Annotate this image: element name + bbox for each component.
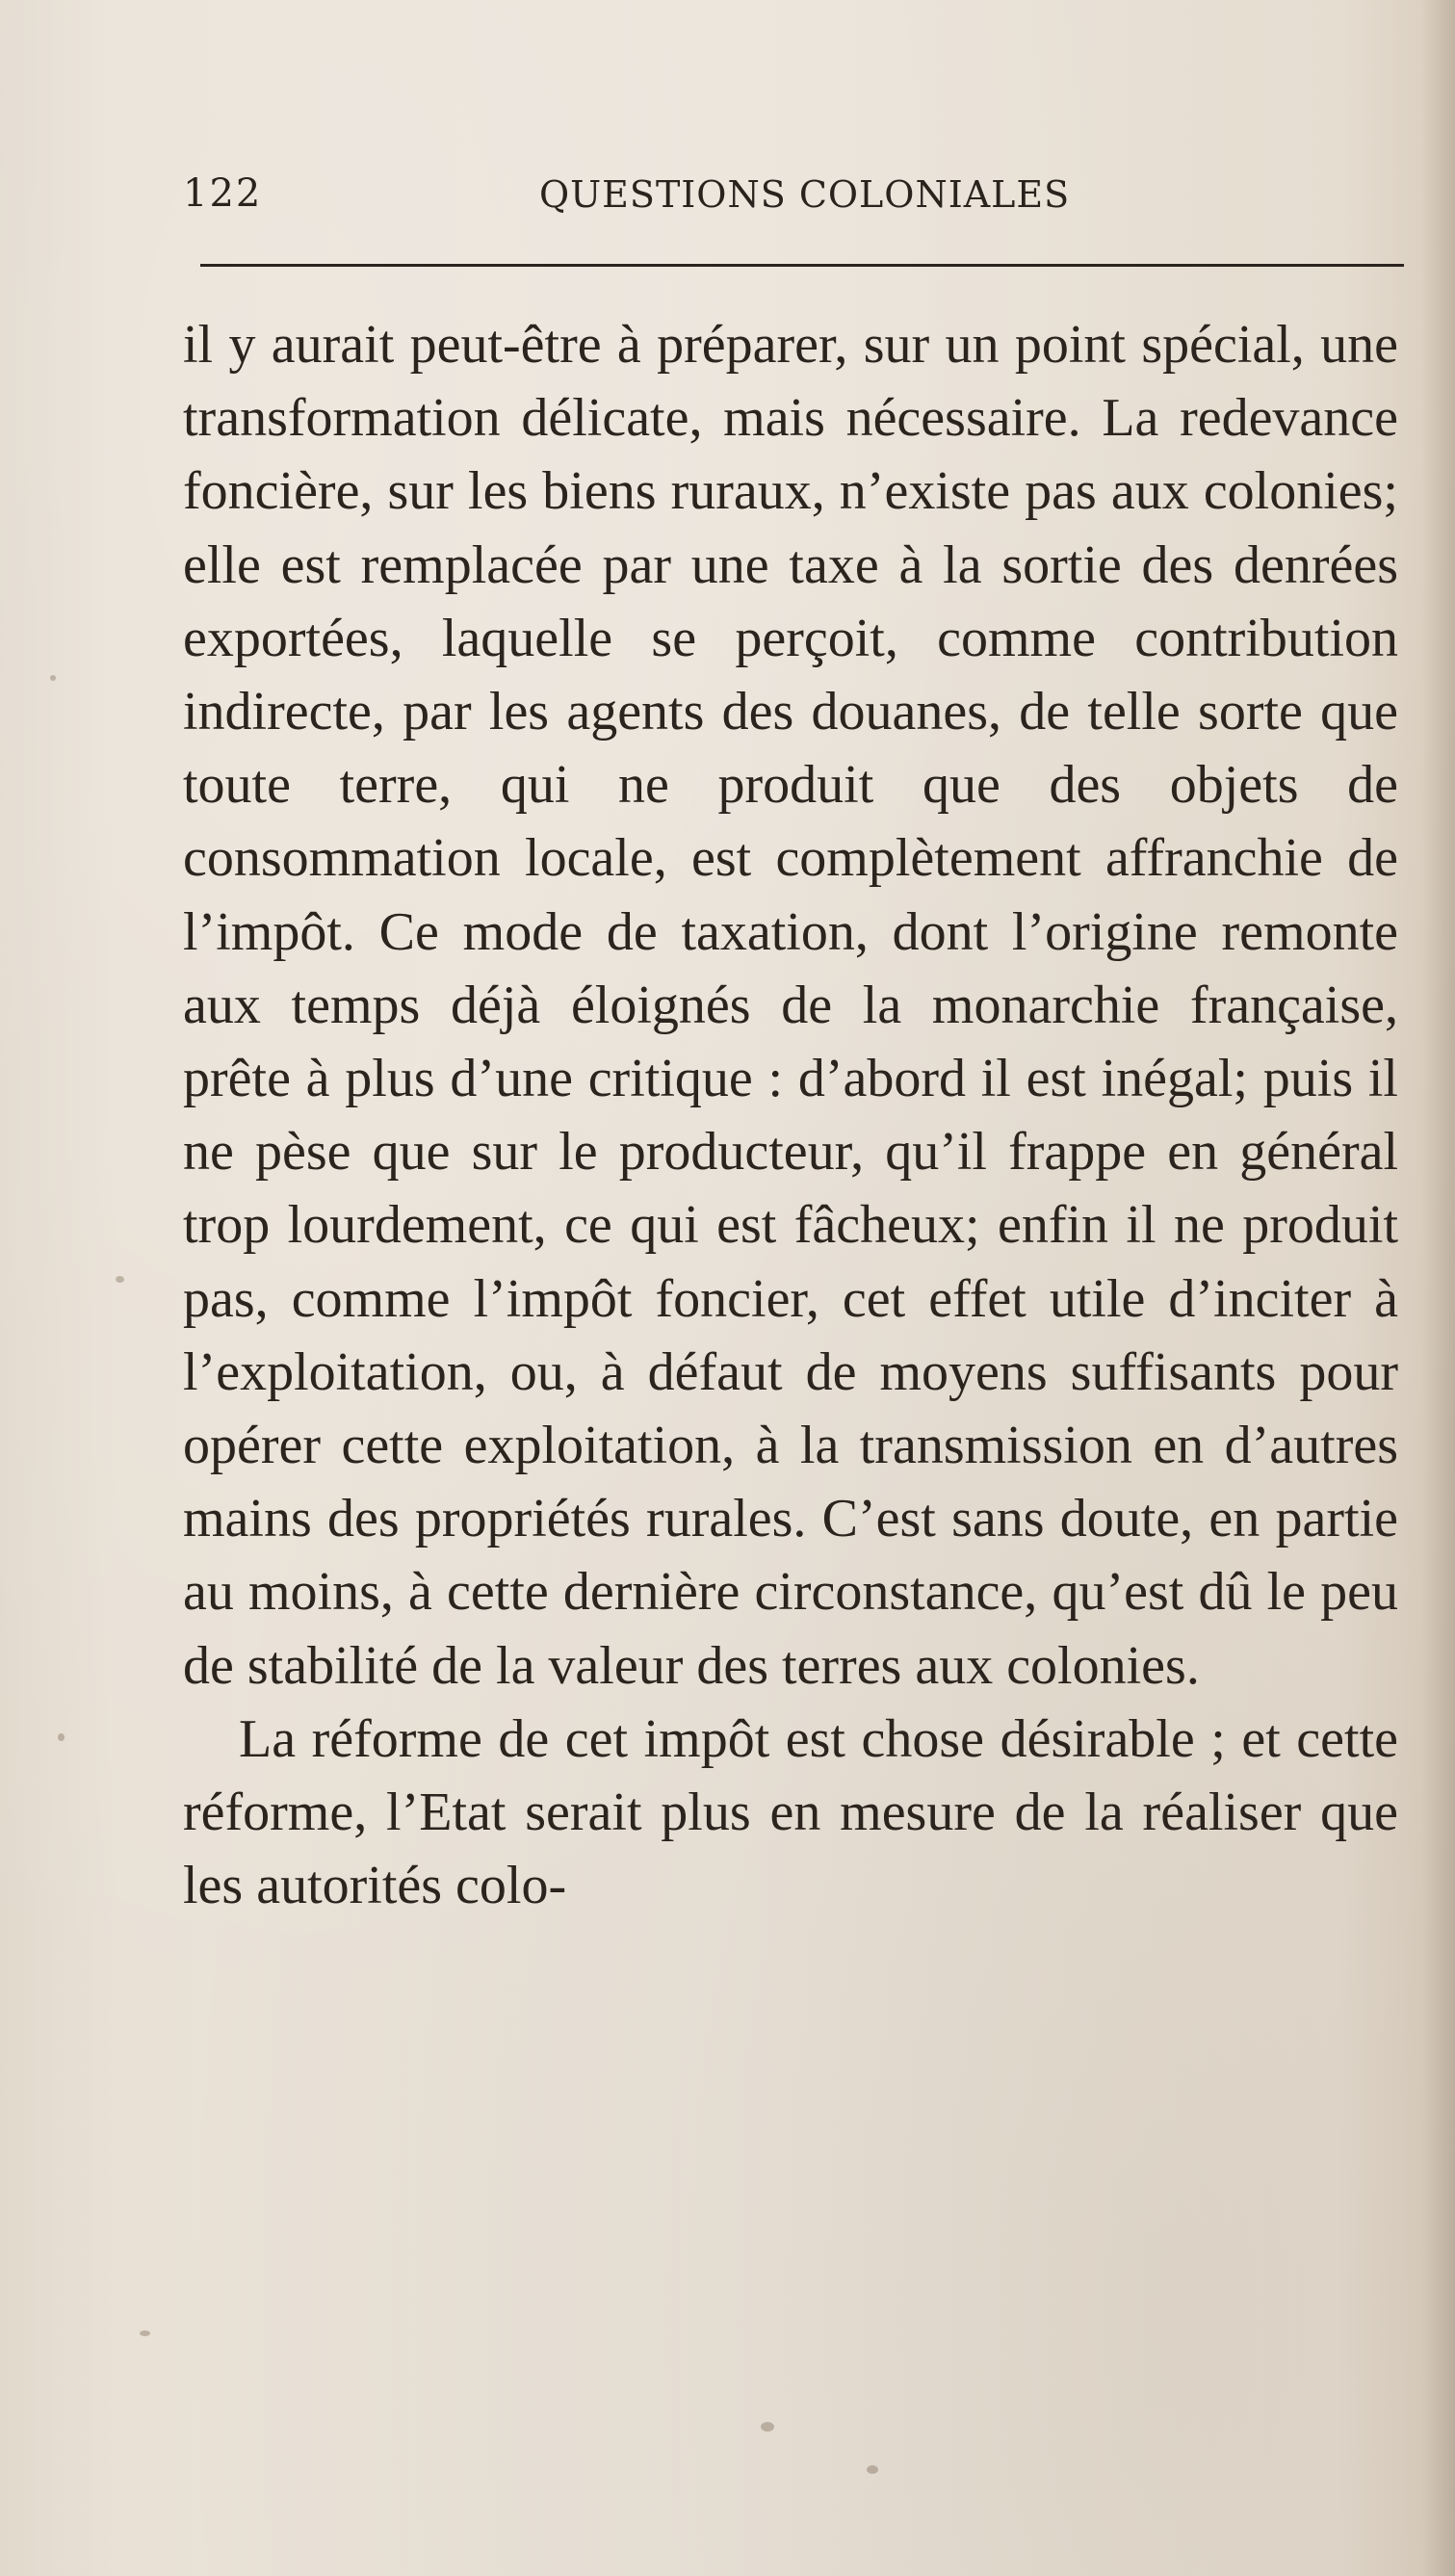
- body-text: [183, 308, 1398, 1922]
- running-title: QUESTIONS COLONIALES: [539, 173, 1071, 216]
- header-rule: [200, 264, 1404, 267]
- paper-speck: [50, 675, 56, 681]
- paper-speck: [116, 1276, 124, 1283]
- paragraph: La réforme de cet impôt est chose désirable ; et cette réforme, l’Etat serait plus en mesure de la réaliser que les autorités colo-: [183, 1708, 1398, 1916]
- paper-speck: [58, 1733, 65, 1741]
- page-number: 122: [183, 171, 263, 216]
- paper-speck: [761, 2422, 774, 2432]
- page-edge-shadow: [1422, 0, 1455, 2576]
- paper-speck: [140, 2330, 150, 2336]
- running-header: [183, 171, 1406, 229]
- paper-speck: [867, 2465, 878, 2474]
- paragraph: il y aurait peut-être à préparer, sur un point spécial, une transformation délicate, mais nécessaire. La redevance foncière, sur les biens ruraux, n’existe pas aux colonies; elle est remplacée par une taxe à la sortie des denrées exportées, laquelle se perçoit, comme contribution indirecte, par les agents des douanes, de telle sorte que toute terre, qui ne produit que des objets de consommation locale, est complètement affranchie de l’impôt. Ce mode de taxation, dont l’origine remonte aux temps déjà éloignés de la monarchie française, prête à plus d’une critique : d’abord il est inégal; puis il ne pèse que sur le producteur, qu’il frappe en général trop lourdement, ce qui est fâcheux; enfin il ne produit pas, comme l’impôt foncier, cet effet utile d’inciter à l’exploitation, ou, à défaut de moyens suffisants pour opérer cette exploitation, à la transmission en d’autres mains des propriétés rurales. C’est sans doute, en partie au moins, à cette dernière circonstance, qu’est dû le peu de stabilité de la valeur des terres aux colonies.: [183, 315, 1398, 1696]
